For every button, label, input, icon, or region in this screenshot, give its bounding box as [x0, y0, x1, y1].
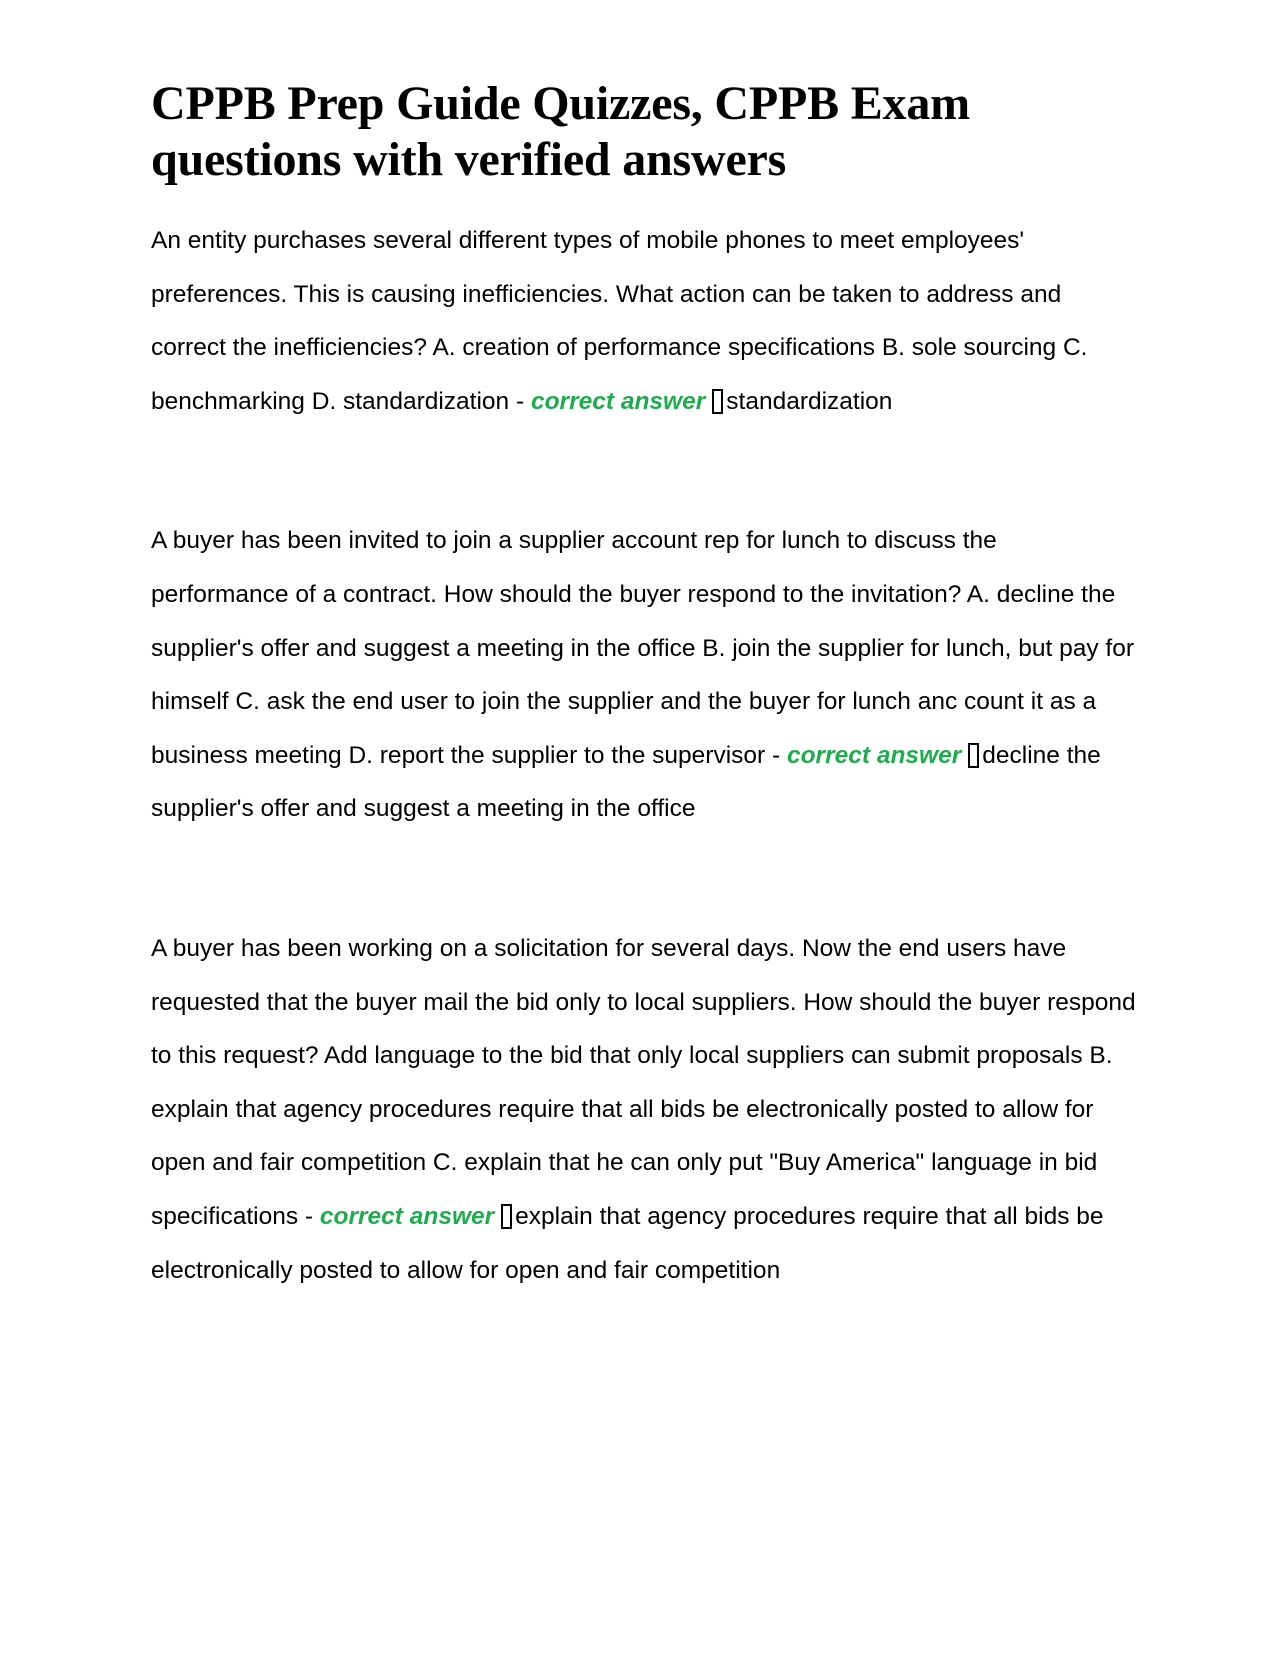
question-text: A buyer has been working on a solicitation for several days. Now the end users have requested that the buyer mail the bid only to local suppliers. How should the buyer respond to this request? Add language to the bid that only local suppliers can submit proposals B. explain that agency procedures require that all bids be electronically posted to allow for open and fair competition C. explain that he can only put "Buy America" language in bid specifications -: [151, 934, 1136, 1230]
answer-label: correct answer: [530, 387, 706, 415]
page-title: CPPB Prep Guide Quizzes, CPPB Exam questions with verified answers: [151, 77, 970, 186]
missing-glyph-icon: [968, 743, 979, 768]
qa-item: [151, 514, 1141, 836]
answer-text: decline the supplier's offer and suggest a meeting in the office: [151, 741, 1101, 823]
answer-text: standardization: [726, 387, 893, 415]
answer-label: correct answer: [319, 1202, 495, 1230]
answer-text: explain that agency procedures require that all bids be electronically posted to allow for open and fair competition: [151, 1202, 1104, 1284]
qa-item: [151, 922, 1141, 1297]
document-page: [151, 76, 1141, 1383]
qa-item: [151, 214, 1141, 428]
question-text: A buyer has been invited to join a supplier account rep for lunch to discuss the performance of a contract. How should the buyer respond to the invitation? A. decline the supplier's offer and suggest a meeting in the office B. join the supplier for lunch, but pay for himself C. ask the end user to join the supplier and the buyer for lunch anc count it as a business meeting D. report the supplier to the supervisor -: [151, 527, 1135, 769]
answer-label: correct answer: [786, 741, 962, 769]
missing-glyph-icon: [712, 389, 723, 414]
missing-glyph-icon: [501, 1204, 512, 1229]
question-text: An entity purchases several different types of mobile phones to meet employees' preferences. This is causing inefficiencies. What action can be taken to address and correct the inefficiencies? A. creation of performance specifications B. sole sourcing C. benchmarking D. standardization -: [151, 227, 1088, 415]
